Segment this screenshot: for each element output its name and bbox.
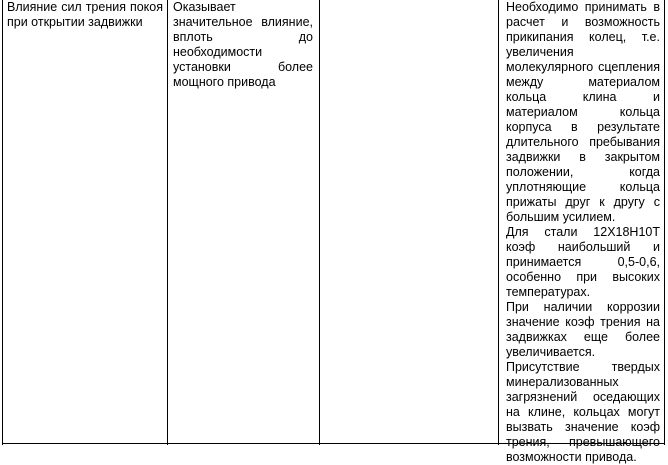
column-divider-1 [167,0,168,445]
table-border-right [664,0,665,445]
factor-cell [7,0,163,30]
note-paragraph: Присутствие твердых минерализованных загрязнений оседающих на клине, кольцах могут вызвать значение коэф трения, превышающего возможности привода. [506,360,660,464]
table-border-left [2,0,3,445]
column-divider-2 [319,0,320,445]
factor-text: Влияние сил трения покоя при открытии задвижки [7,0,163,29]
effect-text: Оказывает значительное влияние, вплоть до необходимости установки более мощного привода [173,0,313,89]
column-divider-3 [498,0,499,445]
note-paragraph: При наличии коррозии значение коэф трения на задвижках еще более увеличивается. [506,300,660,359]
note-paragraph: Необходимо принимать в расчет и возможность прикипания колец, т.е. увеличения молекулярного сцепления между материалом кольца клина и материалом кольца корпуса в результате длительного пребывания задвижки в закрытом положении, когда уплотняющие кольца прижаты друг к другу с большим усилием. [506,0,660,224]
note-paragraph: Для стали 12Х18Н10Т коэф наибольший и принимается 0,5-0,6, особенно при высоких температурах. [506,225,660,299]
effect-cell [173,0,313,90]
notes-cell [506,0,660,465]
